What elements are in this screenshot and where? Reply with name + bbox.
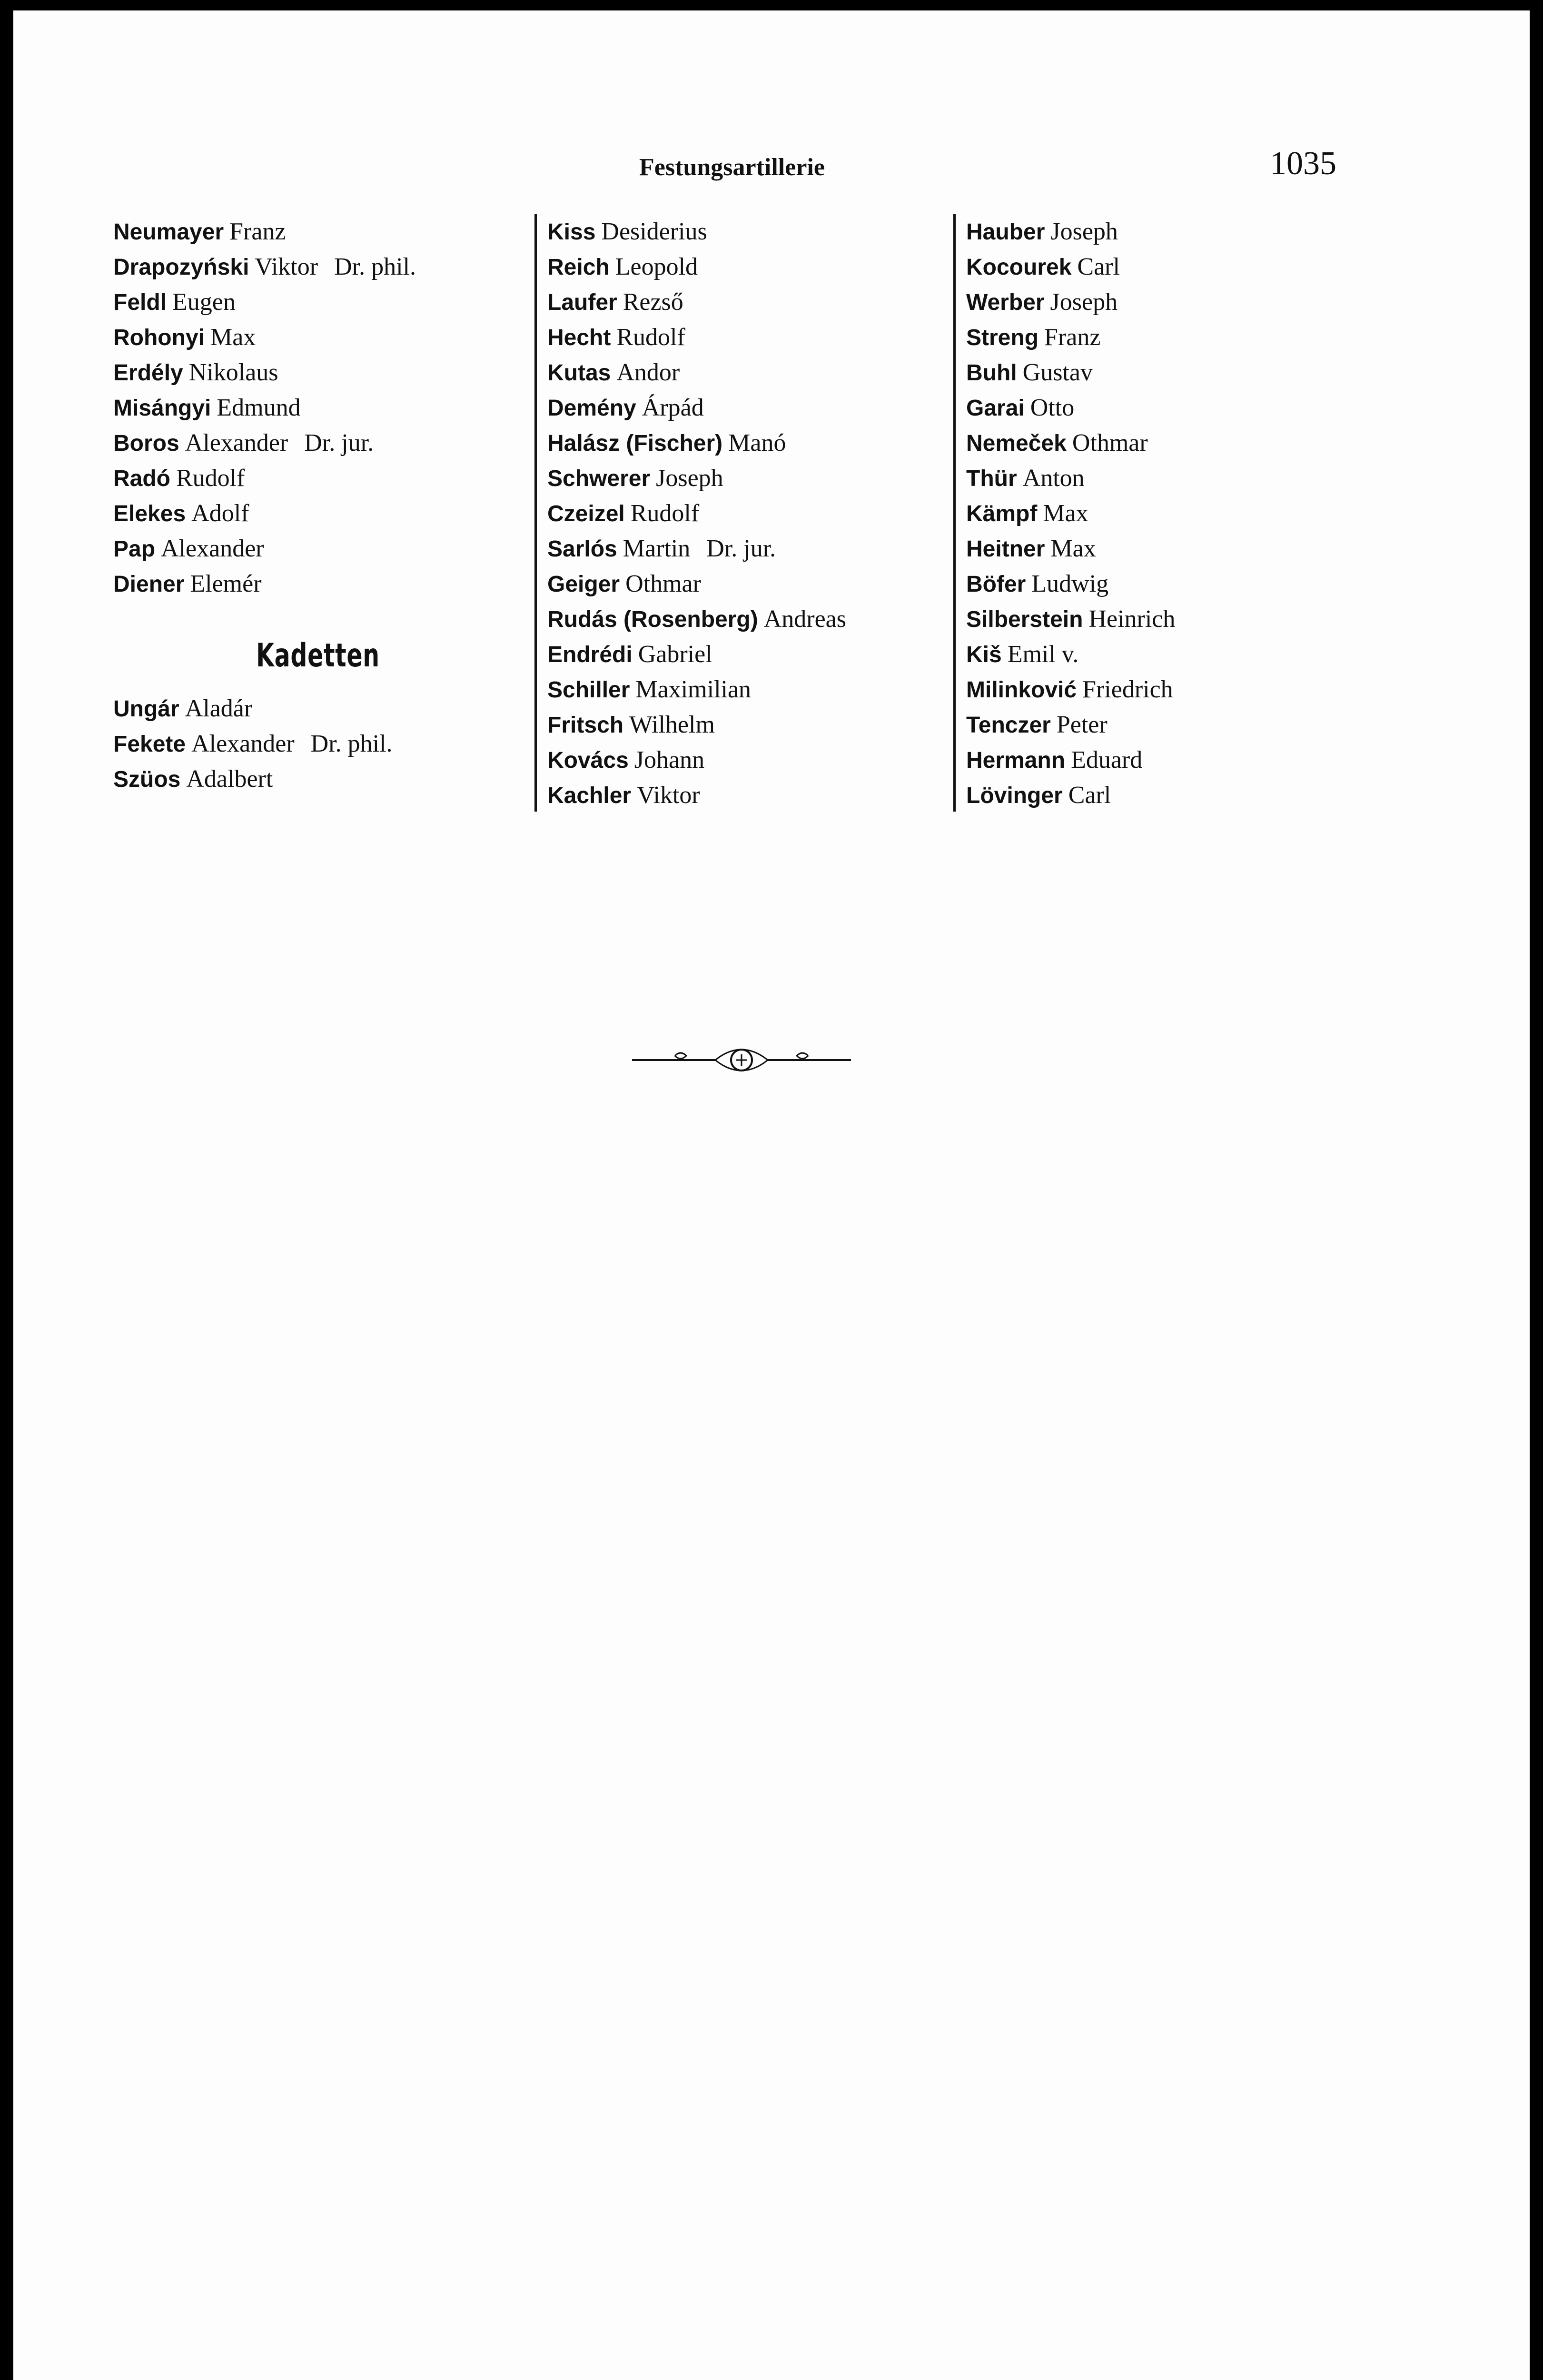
column-3	[953, 214, 1175, 812]
name-list	[113, 214, 428, 602]
given-name: Alexander	[161, 535, 264, 562]
section-name-list	[113, 691, 428, 797]
surname: Geiger	[547, 572, 620, 597]
given-name: Joseph	[1050, 288, 1118, 316]
given-name: Carl	[1068, 782, 1111, 809]
list-entry	[113, 390, 428, 426]
given-name: Otto	[1030, 394, 1075, 421]
list-entry	[113, 566, 428, 602]
given-name: Manó	[728, 429, 786, 456]
list-entry	[966, 461, 1175, 496]
surname: Diener	[113, 572, 185, 597]
list-entry	[547, 602, 846, 637]
section-heading: Kadetten	[256, 637, 380, 674]
list-entry	[966, 566, 1175, 602]
list-entry	[966, 778, 1175, 813]
given-name: Árpád	[642, 394, 704, 421]
list-entry	[113, 214, 428, 249]
academic-title: Dr. jur.	[706, 535, 776, 562]
page-title: Festungsartillerie	[639, 154, 825, 181]
surname: Reich	[547, 255, 610, 280]
surname: Erdély	[113, 360, 183, 386]
list-entry	[966, 214, 1175, 249]
given-name: Max	[1043, 500, 1088, 527]
list-entry	[547, 214, 846, 249]
given-name: Alexander	[191, 730, 295, 757]
surname: Kachler	[547, 783, 632, 808]
surname: Kocourek	[966, 255, 1072, 280]
surname: Kovács	[547, 748, 629, 773]
surname: Kiš	[966, 642, 1002, 667]
list-entry	[113, 426, 428, 461]
list-entry	[547, 743, 846, 778]
list-entry	[113, 285, 428, 320]
given-name: Othmar	[625, 570, 701, 597]
given-name: Elemér	[190, 570, 262, 597]
list-entry	[966, 285, 1175, 320]
list-entry	[113, 762, 428, 797]
given-name: Alexander	[185, 429, 288, 456]
surname: Halász (Fischer)	[547, 431, 723, 456]
list-entry	[966, 602, 1175, 637]
surname: Sarlós	[547, 536, 617, 562]
list-entry	[113, 320, 428, 355]
list-entry	[547, 496, 846, 531]
surname: Silberstein	[966, 607, 1083, 632]
given-name: Emil v.	[1007, 641, 1079, 668]
list-entry	[113, 726, 428, 762]
given-name: Viktor	[255, 253, 318, 280]
surname: Garai	[966, 396, 1025, 421]
surname: Tenczer	[966, 713, 1051, 738]
surname: Boros	[113, 431, 179, 456]
list-entry	[547, 778, 846, 813]
given-name: Andor	[616, 359, 680, 386]
given-name: Leopold	[615, 253, 698, 280]
academic-title: Dr. jur.	[304, 429, 374, 456]
surname: Szüos	[113, 767, 181, 792]
list-entry	[966, 496, 1175, 531]
list-entry	[966, 637, 1175, 672]
list-entry	[113, 249, 428, 285]
surname: Kämpf	[966, 501, 1038, 526]
given-name: Joseph	[1050, 218, 1118, 245]
list-entry	[547, 426, 846, 461]
list-entry	[966, 320, 1175, 355]
surname: Rohonyi	[113, 325, 205, 350]
surname: Endrédi	[547, 642, 633, 667]
list-entry	[547, 637, 846, 672]
surname: Schiller	[547, 677, 630, 703]
name-list	[966, 214, 1175, 813]
given-name: Ludwig	[1031, 570, 1109, 597]
given-name: Desiderius	[601, 218, 707, 245]
list-entry	[547, 531, 846, 566]
given-name: Othmar	[1072, 429, 1148, 456]
surname: Kutas	[547, 360, 611, 386]
list-entry	[547, 566, 846, 602]
given-name: Wilhelm	[629, 711, 715, 738]
surname: Misángyi	[113, 396, 211, 421]
page-number: 1035	[1270, 145, 1336, 182]
surname: Radó	[113, 466, 170, 491]
given-name: Johann	[634, 746, 705, 774]
given-name: Maximilian	[635, 676, 752, 703]
given-name: Edmund	[217, 394, 301, 421]
surname: Schwerer	[547, 466, 651, 491]
surname: Elekes	[113, 501, 186, 526]
surname: Laufer	[547, 290, 617, 315]
surname: Milinković	[966, 677, 1077, 703]
surname: Drapozyński	[113, 255, 249, 280]
section-spacer	[113, 602, 428, 621]
list-entry	[113, 461, 428, 496]
given-name: Max	[1050, 535, 1096, 562]
surname: Hauber	[966, 219, 1045, 245]
list-entry	[966, 672, 1175, 707]
given-name: Nikolaus	[188, 359, 278, 386]
list-entry	[547, 249, 846, 285]
surname: Czeizel	[547, 501, 625, 526]
given-name: Gabriel	[638, 641, 712, 668]
given-name: Gustav	[1022, 359, 1093, 386]
list-entry	[966, 249, 1175, 285]
list-entry	[547, 390, 846, 426]
surname: Kiss	[547, 219, 596, 245]
given-name: Rudolf	[616, 324, 685, 351]
document-page	[13, 10, 1530, 2380]
surname: Demény	[547, 396, 636, 421]
surname: Rudás (Rosenberg)	[547, 607, 758, 632]
list-entry	[547, 355, 846, 390]
list-entry	[547, 320, 846, 355]
given-name: Heinrich	[1088, 605, 1176, 633]
list-entry	[547, 461, 846, 496]
given-name: Rudolf	[176, 465, 245, 492]
given-name: Franz	[1044, 324, 1101, 351]
given-name: Max	[210, 324, 256, 351]
given-name: Friedrich	[1082, 676, 1173, 703]
given-name: Andreas	[763, 605, 846, 633]
given-name: Joseph	[656, 465, 723, 492]
surname: Hecht	[547, 325, 611, 350]
surname: Werber	[966, 290, 1045, 315]
given-name: Adalbert	[186, 765, 273, 793]
list-entry	[113, 531, 428, 566]
given-name: Aladár	[185, 695, 253, 722]
given-name: Peter	[1056, 711, 1108, 738]
list-entry	[966, 390, 1175, 426]
given-name: Rezső	[623, 288, 683, 316]
list-entry	[966, 355, 1175, 390]
academic-title: Dr. phil.	[334, 253, 416, 280]
surname: Feldl	[113, 290, 167, 315]
academic-title: Dr. phil.	[310, 730, 393, 757]
surname: Ungár	[113, 696, 179, 722]
given-name: Viktor	[637, 782, 700, 809]
list-entry	[113, 691, 428, 726]
surname: Buhl	[966, 360, 1017, 386]
column-1	[113, 214, 428, 797]
list-entry	[547, 672, 846, 707]
list-entry	[966, 707, 1175, 743]
list-entry	[966, 531, 1175, 566]
given-name: Adolf	[191, 500, 249, 527]
name-list	[547, 214, 846, 813]
ornament-divider	[632, 1043, 851, 1077]
given-name: Eugen	[172, 288, 236, 316]
list-entry	[547, 285, 846, 320]
surname: Fekete	[113, 732, 186, 757]
column-2	[534, 214, 846, 812]
surname: Pap	[113, 536, 156, 562]
list-entry	[113, 496, 428, 531]
given-name: Eduard	[1071, 746, 1143, 774]
surname: Böfer	[966, 572, 1026, 597]
list-entry	[547, 707, 846, 743]
surname: Heitner	[966, 536, 1045, 562]
given-name: Rudolf	[630, 500, 700, 527]
surname: Hermann	[966, 748, 1066, 773]
list-entry	[966, 426, 1175, 461]
surname: Nemeček	[966, 431, 1067, 456]
list-entry	[966, 743, 1175, 778]
list-entry	[113, 355, 428, 390]
given-name: Franz	[229, 218, 286, 245]
given-name: Martin	[623, 535, 691, 562]
given-name: Anton	[1022, 465, 1085, 492]
surname: Thür	[966, 466, 1017, 491]
given-name: Carl	[1077, 253, 1120, 280]
surname: Neumayer	[113, 219, 224, 245]
surname: Fritsch	[547, 713, 624, 738]
surname: Lövinger	[966, 783, 1063, 808]
surname: Streng	[966, 325, 1039, 350]
